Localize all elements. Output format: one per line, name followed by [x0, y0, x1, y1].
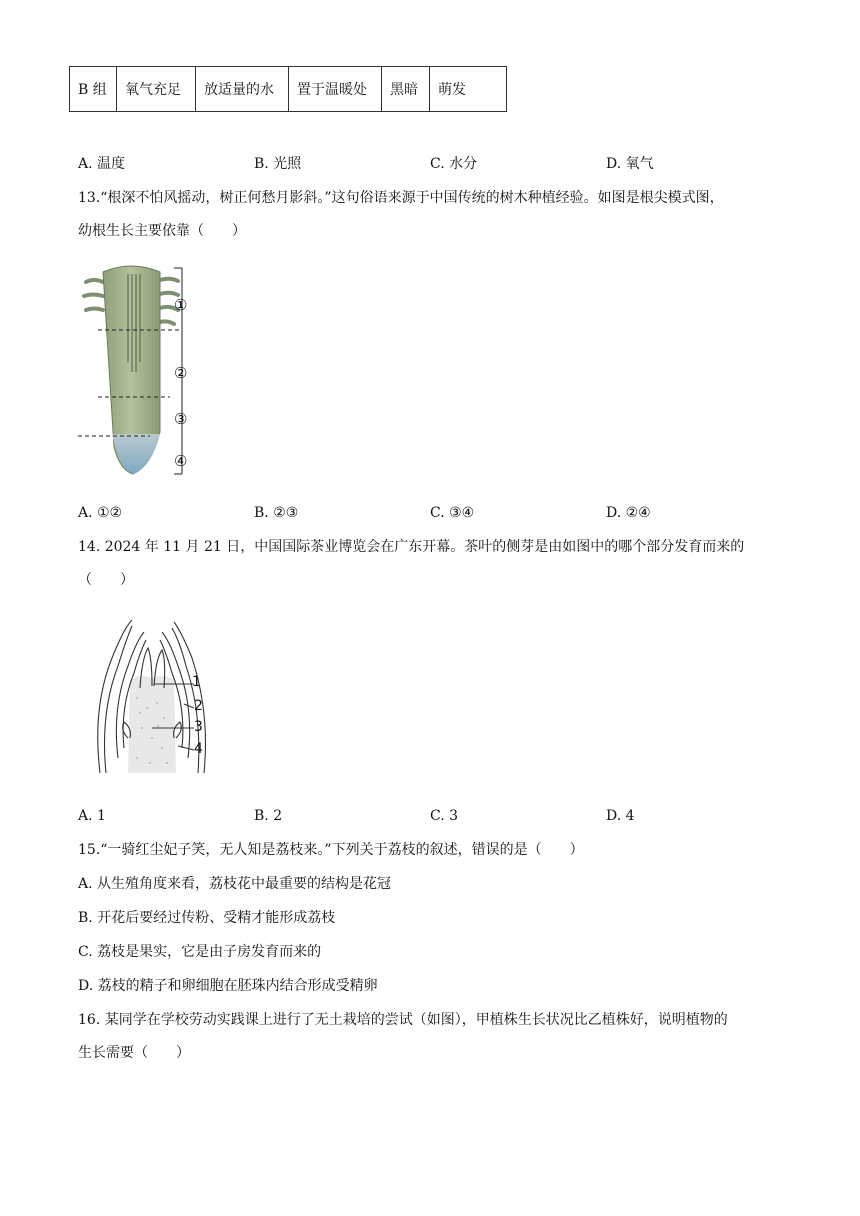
experiment-table — [69, 66, 507, 112]
q13-stem-line1: 13.“根深不怕风摇动，树正何愁月影斜。”这句俗语来源于中国传统的树木种植经验。如图是根尖模式图， — [78, 190, 724, 206]
bud-label-2: 2 — [194, 698, 203, 714]
table-row — [70, 67, 507, 112]
table-cell: 黑暗 — [382, 67, 430, 112]
q13-option-d: D. ②④ — [606, 505, 651, 521]
q13-stem-line2: 幼根生长主要依靠（ ） — [78, 223, 246, 239]
q14-option-a: A. 1 — [78, 808, 106, 824]
bud-label-3: 3 — [194, 719, 203, 735]
q12-option-c: C. 水分 — [430, 156, 478, 172]
q15-option-a: A. 从生殖角度来看，荔枝花中最重要的结构是花冠 — [78, 876, 392, 892]
root-label-1: ① — [174, 296, 188, 314]
q14-stem-line1: 14. 2024 年 11 月 21 日，中国国际茶业博览会在广东开幕。茶叶的侧芽是由如图中的哪个部分发育而来的 — [78, 539, 745, 555]
q13-option-b: B. ②③ — [254, 505, 299, 521]
table-cell: 置于温暖处 — [289, 67, 382, 112]
q14-option-c: C. 3 — [430, 808, 459, 824]
q13-option-a: A. ①② — [78, 505, 123, 521]
q15-option-b: B. 开花后要经过传粉、受精才能形成荔枝 — [78, 910, 336, 926]
root-label-4: ④ — [174, 452, 188, 470]
q12-option-a: A. 温度 — [78, 156, 126, 172]
table-cell: 放适量的水 — [196, 67, 289, 112]
q16-stem-line1: 16. 某同学在学校劳动实践课上进行了无土栽培的尝试（如图），甲植株生长状况比乙植株好，说明植物的 — [78, 1012, 728, 1028]
table-cell: 萌发 — [430, 67, 507, 112]
root-label-2: ② — [174, 364, 188, 382]
q14-option-d: D. 4 — [606, 808, 635, 824]
q14-stem-line2: （ ） — [78, 572, 134, 588]
bud-label-4: 4 — [194, 741, 203, 757]
q12-option-b: B. 光照 — [254, 156, 302, 172]
q15-stem: 15.“一骑红尘妃子笑，无人知是荔枝来。”下列关于荔枝的叙述，错误的是（ ） — [78, 842, 584, 858]
q15-option-c: C. 荔枝是果实，它是由子房发育而来的 — [78, 944, 322, 960]
q14-option-b: B. 2 — [254, 808, 283, 824]
q12-option-d: D. 氧气 — [606, 156, 654, 172]
bud-label-1: 1 — [192, 674, 201, 690]
table-cell: B 组 — [70, 67, 117, 112]
q13-option-c: C. ③④ — [430, 505, 475, 521]
root-label-3: ③ — [174, 410, 188, 428]
q16-stem-line2: 生长需要（ ） — [78, 1045, 190, 1061]
q15-option-d: D. 荔枝的精子和卵细胞在胚珠内结合形成受精卵 — [78, 978, 378, 994]
table-cell: 氧气充足 — [117, 67, 196, 112]
